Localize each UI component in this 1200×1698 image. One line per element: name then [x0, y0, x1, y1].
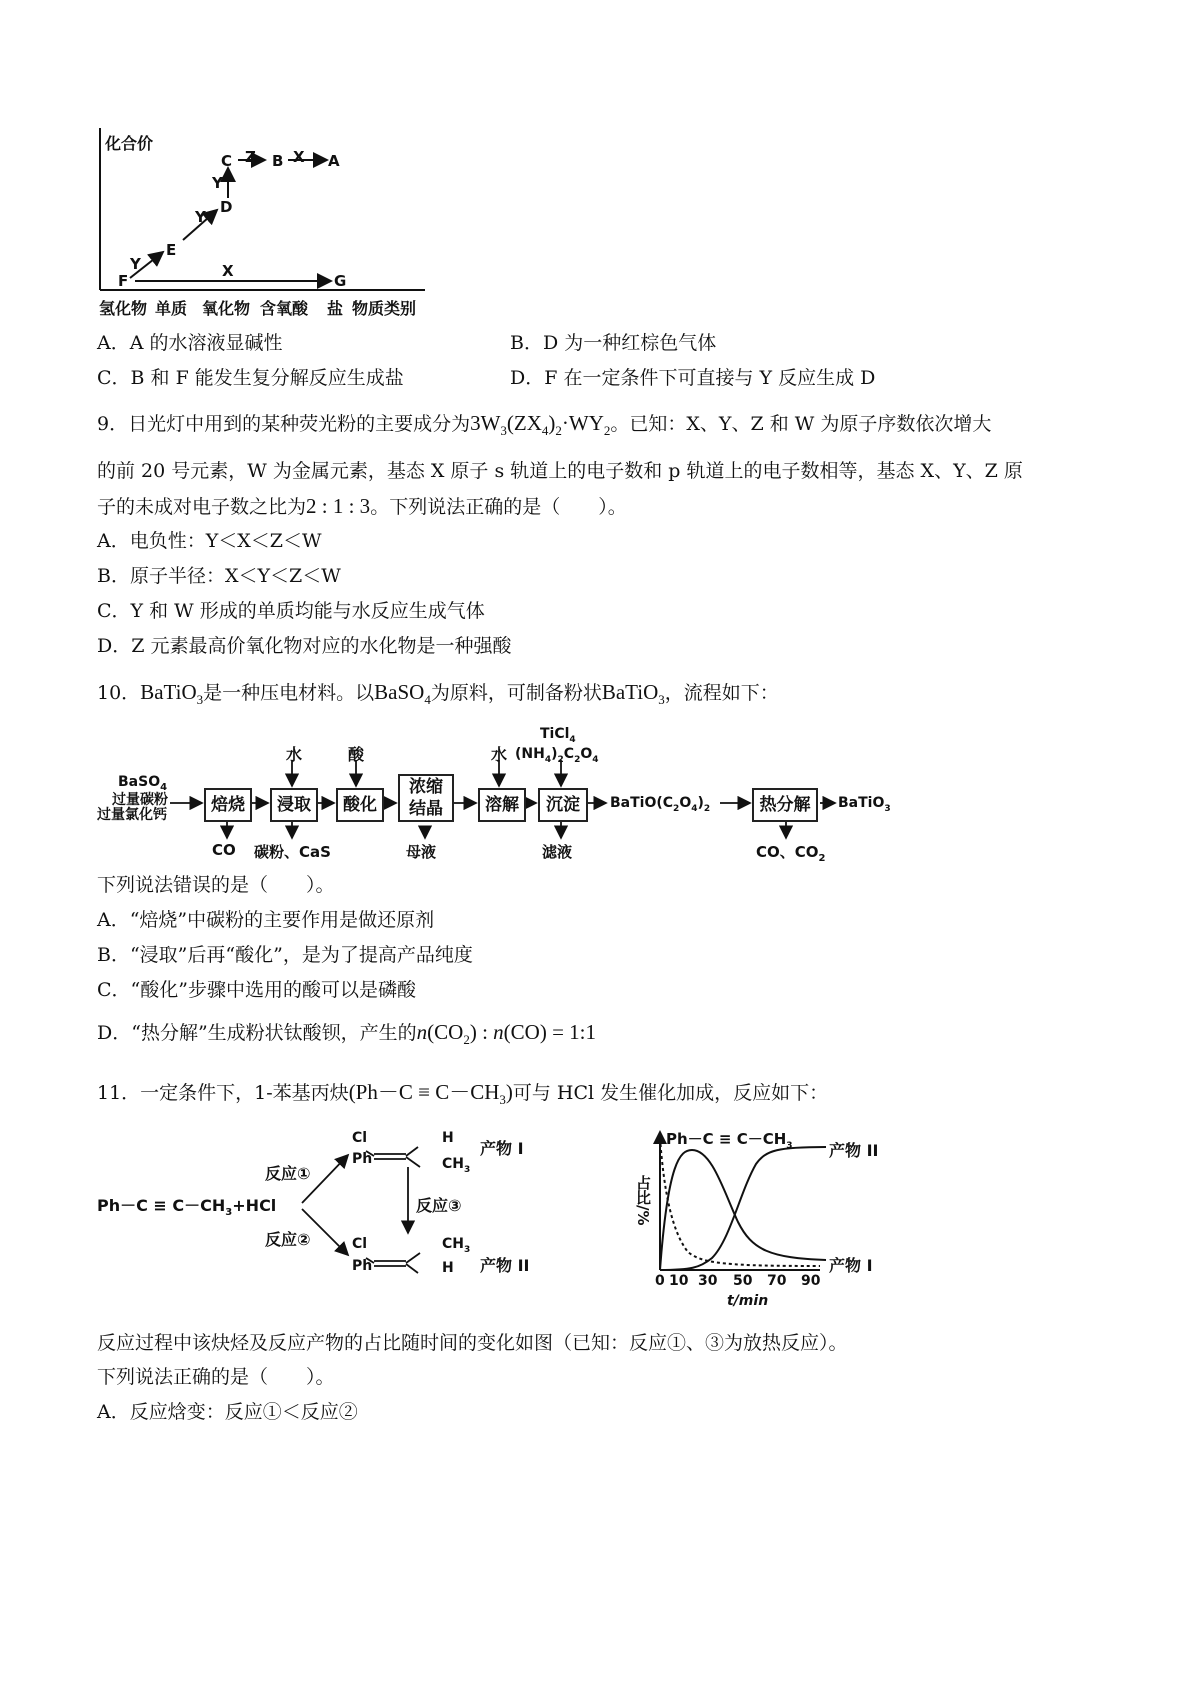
q10-product: BaTiO$_3$: [838, 795, 891, 814]
q9-option-b: B．原子半径：X＜Y＜Z＜W: [97, 565, 341, 587]
q11-p1-h: H: [442, 1130, 454, 1146]
q10-input-ticl4: TiCl$_4$: [540, 726, 576, 745]
q10-raw-cacl2: 过量氯化钙: [97, 807, 167, 823]
q11-p2-cl: Cl: [352, 1236, 368, 1252]
q11-p2-ch3: $CH_3$: [442, 1236, 471, 1255]
q9-ratio: 2 : 1 : 3: [306, 494, 371, 518]
q10-option-a: A．“焙烧”中碳粉的主要作用是做还原剂: [97, 909, 435, 931]
q11-option-a: A．反应焓变：反应①＜反应②: [97, 1401, 358, 1423]
q10-batio3-2: BaTiO$_3$: [601, 680, 665, 708]
q10-input-oxalate: $(NH_4)_2C_2O_4$: [515, 746, 599, 765]
q8-xcat-salt: 盐: [327, 299, 344, 318]
q11-p1-cl: Cl: [352, 1130, 368, 1146]
q8-xlabel: 物质类别: [352, 299, 417, 318]
q11-chart-xtick-10: 10: [669, 1273, 689, 1289]
q10-raw-baso4: BaSO$_4$: [118, 774, 168, 793]
q9-stem-line3: [97, 494, 627, 519]
q8-point-f: F: [118, 272, 129, 290]
q10-baso4: BaSO$_4$: [374, 680, 431, 708]
q11-stem: [97, 1080, 828, 1112]
q8-edge-y3: Y: [130, 255, 141, 273]
q9-stem-d: 。下列说法正确的是（ ）。: [370, 496, 627, 518]
q8-point-b: B: [272, 152, 284, 170]
q11-p1-ch3: $CH_3$: [442, 1156, 471, 1175]
q8-option-b: B．D 为一种红棕色气体: [510, 332, 717, 354]
q10-intermediate: $BaTiO(C_2O_4)_2$: [610, 795, 711, 814]
q10-option-d: [97, 1020, 596, 1052]
q10-stem-b: 为原料，可制备粉状: [430, 682, 602, 704]
q8-edge-x2: X: [222, 262, 234, 280]
q11-formula: $(Ph-C \equiv C-CH_3)$: [348, 1080, 513, 1108]
q11-product-2-label: 产物 II: [480, 1256, 530, 1275]
q10-step-decompose: 热分解: [752, 788, 818, 822]
q10-output-carbon-cas: 碳粉、CaS: [254, 843, 331, 861]
q10-step-crystallize-2: 结晶: [409, 799, 443, 819]
q8-ylabel: 化合价: [105, 134, 154, 153]
q9-stem-b: 。已知：X、Y、Z 和 W 为原子序数依次增大: [610, 413, 992, 435]
q11-product-1-label: 产物 I: [480, 1139, 524, 1158]
q8-point-e: E: [166, 241, 177, 259]
q8-option-c: C．B 和 F 能发生复分解反应生成盐: [97, 367, 404, 389]
q10-number: 10．: [97, 682, 141, 704]
q11-chart-label-product2: 产物 II: [829, 1141, 879, 1160]
q10-option-c: C．“酸化”步骤中选用的酸可以是磷酸: [97, 979, 416, 1001]
q11-series-product1: [660, 1150, 826, 1270]
q10-step-roast: 焙烧: [204, 788, 252, 822]
q10-step-acidify: 酸化: [336, 788, 384, 822]
q11-chart-xtick-0: 0: [655, 1273, 665, 1289]
q10-stem: [97, 680, 779, 712]
q10-stem-c: ，流程如下：: [664, 682, 779, 704]
q10-output-filtrate: 滤液: [542, 843, 573, 861]
q10-option-d-formula: $n(CO_2)$ : n(CO) = 1:1: [416, 1020, 597, 1048]
q11-chart-alkyne-label: $Ph-C \equiv C-CH_3$: [666, 1130, 793, 1151]
q8-edge-x1: X: [293, 148, 305, 166]
q10-step-dissolve: 溶解: [478, 788, 526, 822]
q10-output-motherliquor: 母液: [406, 843, 437, 861]
q8-valence-figure: [95, 128, 435, 323]
q9-stem-line1: [97, 411, 991, 443]
q10-option-b: B．“浸取”后再“酸化”，是为了提高产品纯度: [97, 944, 473, 966]
q11-chart-xtick-70: 70: [767, 1273, 787, 1289]
q11-p2-ph: Ph: [352, 1258, 373, 1274]
q11-reaction-2: 反应②: [265, 1230, 311, 1249]
q11-stem-a: 11．一定条件下，1-苯基丙炔: [97, 1082, 349, 1104]
q8-point-a: A: [328, 152, 340, 170]
q8-point-d: D: [220, 198, 233, 216]
q9-stem-c: 子的未成对电子数之比为: [97, 496, 307, 518]
q8-edge-y2: Y: [195, 208, 206, 226]
q10-input-oxalate-text: (NH: [515, 746, 545, 762]
q11-description: 反应过程中该炔烃及反应产物的占比随时间的变化如图（已知：反应①、③为放热反应）。: [97, 1332, 848, 1354]
q11-chart-label-product1: 产物 I: [829, 1256, 873, 1275]
q10-step-crystallize: [398, 774, 454, 822]
q10-question: 下列说法错误的是（ ）。: [97, 874, 335, 896]
q11-chart-xtick-30: 30: [698, 1273, 718, 1289]
q11-reaction-3: 反应③: [416, 1196, 462, 1215]
q11-reactant-text: Ph－C ≡ C－CH: [97, 1196, 226, 1215]
q11-reactant: $Ph-C \equiv C-CH_3+HCl$: [97, 1196, 277, 1219]
q10-product-text: BaTiO: [838, 795, 885, 811]
q10-batio3-1: BaTiO$_3$: [140, 680, 204, 708]
q10-input-ticl4-text: TiCl: [540, 726, 570, 742]
q9-formula: $3W_3(ZX_4)_2\cdot WY_2$: [470, 411, 611, 439]
q8-edge-y1: Y: [212, 174, 223, 192]
q10-input-acid: 酸: [348, 745, 365, 764]
q9-option-a: A．电负性：Y＜X＜Z＜W: [97, 530, 322, 552]
q10-output-gases: CO、$CO_2$: [756, 843, 826, 864]
q8-point-g: G: [334, 272, 347, 290]
q10-raw-baso4-text: BaSO: [118, 774, 161, 790]
q9-stem-line2: 的前 20 号元素，W 为金属元素，基态 X 原子 s 轨道上的电子数和 p 轨道上的电子数相等，基态 X、Y、Z 原: [97, 460, 1023, 482]
q11-hcl: +HCl: [232, 1196, 277, 1215]
q11-chart-xtick-90: 90: [801, 1273, 821, 1289]
q9-option-c: C．Y 和 W 形成的单质均能与水反应生成气体: [97, 600, 485, 622]
q11-p2-h: H: [442, 1260, 454, 1276]
q11-chart-xlabel: t/min: [727, 1293, 769, 1309]
q9-stem-a: 9．日光灯中用到的某种荧光粉的主要成分为: [97, 413, 471, 435]
q10-output-gases-text: CO、CO: [756, 843, 819, 861]
q11-stem-b: 可与 HCl 发生催化加成，反应如下：: [512, 1082, 829, 1104]
q11-reaction-1: 反应①: [265, 1164, 311, 1183]
q10-raw-carbon: 过量碳粉: [112, 792, 168, 808]
q8-point-c: C: [221, 152, 233, 170]
q8-option-d: D．F 在一定条件下可直接与 Y 反应生成 D: [510, 367, 876, 389]
q10-step-precipitate: 沉淀: [538, 788, 588, 822]
q11-question: 下列说法正确的是（ ）。: [97, 1366, 335, 1388]
q10-input-water1: 水: [286, 745, 303, 764]
q11-series-product2: [660, 1147, 826, 1270]
q11-chart-ylabel: 占比/%: [634, 1175, 652, 1226]
q8-option-a: A．A 的水溶液显碱性: [97, 332, 283, 354]
q8-xcat-element: 单质: [155, 299, 188, 318]
q10-intermediate-text: BaTiO(C: [610, 795, 674, 811]
q9-option-d: D．Z 元素最高价氧化物对应的水化物是一种强酸: [97, 635, 512, 657]
q10-option-d-text: D．“热分解”生成粉状钛酸钡，产生的: [97, 1022, 417, 1044]
q11-chart-xtick-50: 50: [733, 1273, 753, 1289]
q8-xcat-oxide: 氧化物: [202, 299, 251, 318]
q8-edge-z: Z: [245, 148, 256, 166]
q10-stem-a: 是一种压电材料。以: [203, 682, 375, 704]
q10-step-crystallize-1: 浓缩: [409, 777, 443, 797]
q10-input-water2: 水: [491, 745, 508, 764]
q8-xcat-oxyacid: 含氧酸: [260, 299, 309, 318]
q10-output-co: CO: [212, 841, 236, 859]
q10-step-leach: 浸取: [270, 788, 318, 822]
q8-xcat-hydride: 氢化物: [99, 299, 148, 318]
q11-chart-alkyne-text: Ph－C ≡ C－CH: [666, 1130, 787, 1148]
q11-p1-ph: Ph: [352, 1151, 373, 1167]
